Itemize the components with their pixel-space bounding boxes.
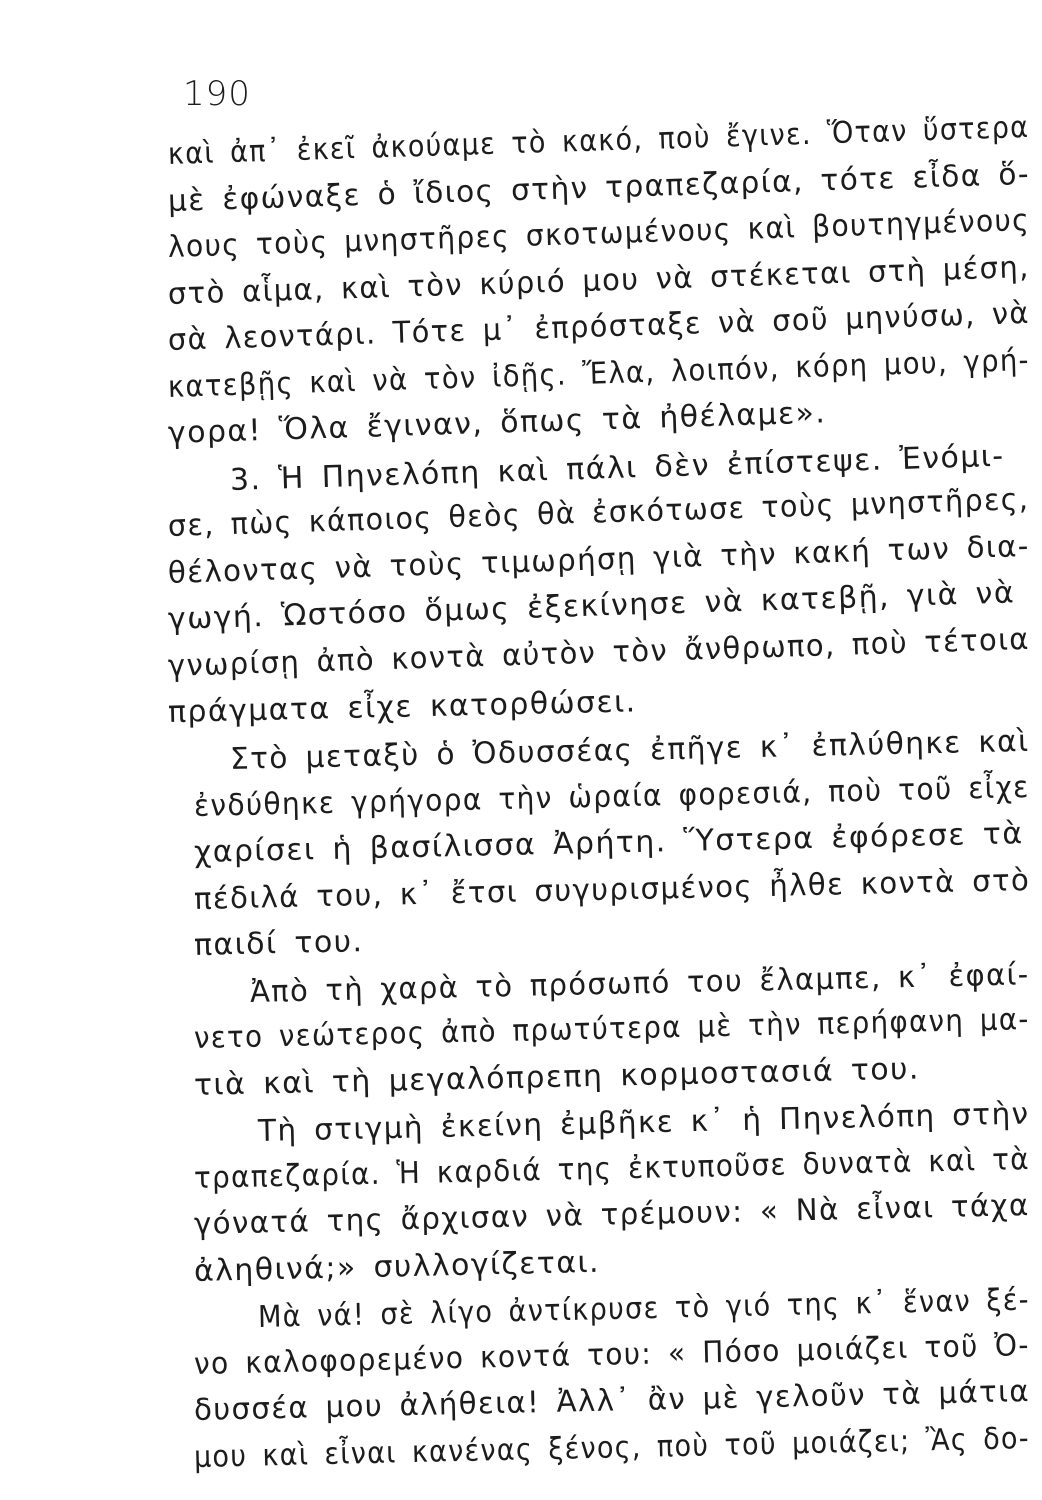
text-line: χαρίσει ἡ βασίλισσα Ἀρήτη. Ὕστερα ἐφόρεσε τὰ bbox=[193, 816, 1024, 870]
page-number: 190 bbox=[183, 74, 251, 114]
text-line: στὸ αἷμα, καὶ τὸν κύριό μου νὰ στέκεται στὴ μέση, bbox=[167, 249, 1031, 312]
text-line: μὲ ἐφώναξε ὁ ἴδιος στὴν τραπεζαρία, τότε εἶδα ὅ- bbox=[167, 156, 1031, 219]
text-line: πέδιλά του, κ᾽ ἔτσι συγυρισμένος ἦλθε κοντὰ στὸ bbox=[193, 863, 1031, 917]
text-line: νο καλοφορεμένο κοντά του: « Πόσο μοιάζει τοῦ Ὀ- bbox=[193, 1328, 1031, 1382]
text-line: θέλοντας νὰ τοὺς τιμωρήσῃ γιὰ τὴν κακή των δια- bbox=[167, 528, 1031, 591]
text-line: Στὸ μεταξὺ ὁ Ὀδυσσέας ἐπῆγε κ᾽ ἐπλύθηκε καὶ bbox=[229, 723, 1030, 777]
text-line: Τὴ στιγμὴ ἐκείνη ἐμβῆκε κ᾽ ἡ Πηνελόπη στὴν bbox=[257, 1096, 1030, 1149]
text-line: λους τοὺς μνηστῆρες σκοτωμένους καὶ βουτηγμένους bbox=[167, 202, 1031, 265]
text-line: τραπεζαρία. Ἡ καρδιά της ἐκτυποῦσε δυνατὰ καὶ τὰ bbox=[193, 1142, 1031, 1196]
text-line: ἀληθινά;» συλλογίζεται. bbox=[193, 1244, 601, 1289]
text-line: γορα! Ὅλα ἔγιναν, ὅπως τὰ ἠθέλαμε». bbox=[167, 395, 827, 451]
text-line: σε, πὼς κάποιος θεὸς θὰ ἐσκότωσε τοὺς μνηστῆρες, bbox=[167, 481, 1030, 544]
text-line: Ἀπὸ τὴ χαρὰ τὸ πρόσωπό του ἔλαμπε, κ᾽ ἐφαί- bbox=[249, 957, 1030, 1010]
text-line: δυσσέα μου ἀλήθεια! Ἀλλ᾽ ἂν μὲ γελοῦν τὰ μάτια bbox=[193, 1374, 1031, 1428]
text-line: γόνατά της ἄρχισαν νὰ τρέμουν: « Νὰ εἶναι τάχα bbox=[193, 1188, 1030, 1242]
text-line: παιδί του. bbox=[193, 924, 364, 963]
text-line: μου καὶ εἶναι κανένας ξένος, ποὺ τοῦ μοιάζει; Ἂς δο- bbox=[193, 1421, 1031, 1475]
text-line: τιὰ καὶ τὴ μεγαλόπρεπη κορμοστασιά του. bbox=[193, 1051, 921, 1103]
text-line: ἐνδύθηκε γρήγορα τὴν ὡραία φορεσιά, ποὺ τοῦ εἶχε bbox=[193, 770, 1030, 824]
text-line: καὶ ἀπ᾽ ἐκεῖ ἀκούαμε τὸ κακό, ποὺ ἔγινε. Ὅταν ὕστερα bbox=[167, 109, 1030, 172]
text-line: 3. Ἡ Πηνελόπη καὶ πάλι δὲν ἐπίστεψε. Ἐνόμι- bbox=[229, 438, 1005, 498]
text-line: σὰ λεοντάρι. Τότε μ᾽ ἐπρόσταξε νὰ σοῦ μηνύσω, νὰ bbox=[167, 295, 1031, 358]
text-line: Μὰ νά! σὲ λίγο ἀντίκρυσε τὸ γιό της κ᾽ ἕναν ξέ- bbox=[257, 1282, 1031, 1335]
text-line: γνωρίσῃ ἀπὸ κοντὰ αὐτὸν τὸν ἄνθρωπο, ποὺ τέτοια bbox=[167, 621, 1031, 684]
text-line: γωγή. Ὡστόσο ὅμως ἐξεκίνησε νὰ κατεβῇ, γιὰ νὰ bbox=[167, 575, 1016, 637]
text-line: πράγματα εἶχε κατορθώσει. bbox=[167, 684, 637, 730]
text-line: νετο νεώτερος ἀπὸ πρωτύτερα μὲ τὴν περήφανη μα- bbox=[193, 1002, 1030, 1056]
text-line: κατεβῇς καὶ νὰ τὸν ἰδῇς. Ἔλα, λοιπόν, κόρη μου, γρή- bbox=[167, 342, 1031, 405]
